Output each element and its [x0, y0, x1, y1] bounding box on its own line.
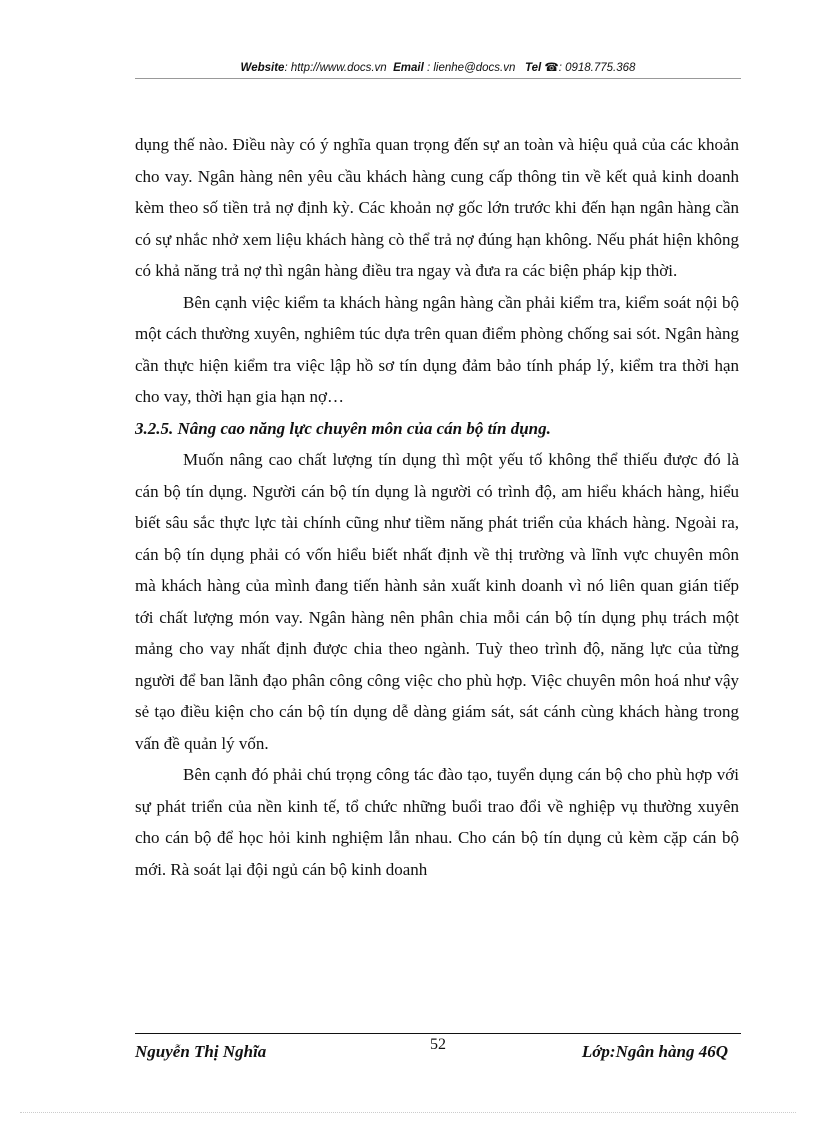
paragraph-training: Bên cạnh đó phải chú trọng công tác đào tạo, tuyển dụng cán bộ cho phù hợp với sự phát triển của nền kinh tế, tổ chức những buổi trao đổi về nghiệp vụ thường xuyên cho cán bộ để học hỏi kinh nghiệm lẫn nhau. Cho cán bộ tín dụng củ kèm cặp cán bộ mới. Rà soát lại đội ngủ cán bộ kinh doanh — [135, 765, 739, 879]
footer-author: Nguyễn Thị Nghĩa — [135, 1042, 267, 1061]
page-edge-divider — [20, 1112, 796, 1113]
email-value: : lienhe@docs.vn — [426, 62, 516, 74]
website-value: : http://www.docs.vn — [284, 62, 387, 74]
paragraph-internal-control: Bên cạnh việc kiểm ta khách hàng ngân hàng cần phải kiểm tra, kiểm soát nội bộ một cách thường xuyên, nghiêm túc dựa trên quan điểm phòng chống sai sót. Ngân hàng cần thực hiện kiểm tra việc lập hồ sơ tín dụng đảm bảo tính pháp lý, kiểm tra thời hạn cho vay, thời hạn gia hạn nợ… — [135, 292, 739, 406]
page-body — [135, 129, 739, 885]
page-number: 52 — [430, 1036, 446, 1053]
tel-value: : 0918.775.368 — [558, 62, 636, 74]
phone-icon: ☎ — [544, 62, 559, 74]
section-heading: 3.2.5. Nâng cao năng lực chuyên môn của cán bộ tín dụng. — [135, 418, 551, 438]
website-label: Website — [240, 62, 285, 74]
paragraph-credit-officers: Muốn nâng cao chất lượng tín dụng thì một yếu tố không thể thiếu được đó là cán bộ tín dụng. Người cán bộ tín dụng là người có trình độ, am hiểu khách hàng, hiểu biết sâu sắc thực lực tài chính cũng như tiềm năng phát triển của khách hàng. Ngoài ra, cán bộ tín dụng phải có vốn hiểu biết nhất định về thị trường và lĩnh vực chuyên môn mà khách hàng của mình đang tiến hành sản xuất kinh doanh vì nó liên quan gián tiếp tới chất lượng món vay. Ngân hàng nên phân chia mỗi cán bộ tín dụng phụ trách một mảng cho vay nhất định được chia theo ngành. Tuỳ theo trình độ, năng lực của từng người để ban lãnh đạo phân công công việc cho phù hợp. Việc chuyên môn hoá như vậy sẻ tạo điều kiện cho cán bộ tín dụng dễ dàng giám sát, sát cánh cùng khách hàng trong vấn đề quản lý vốn. — [135, 450, 739, 753]
paragraph-continued: dụng thế nào. Điều này có ý nghĩa quan trọng đến sự an toàn và hiệu quả của các khoản cho vay. Ngân hàng nên yêu cầu khách hàng cung cấp thông tin về kết quả kinh doanh kèm theo số tiền trả nợ định kỳ. Các khoản nợ gốc lớn trước khi đến hạn ngân hàng cần có sự nhắc nhở xem liệu khách hàng cò thể trả nợ đúng hạn không. Nếu phát hiện không có khả năng trả nợ thì ngân hàng điều tra ngay và đưa ra các biện pháp kịp thời. — [135, 135, 739, 280]
page-header — [135, 60, 741, 76]
tel-label: Tel — [524, 62, 542, 74]
footer-class: Lớp:Ngân hàng 46Q — [581, 1042, 728, 1061]
email-label: Email — [393, 62, 424, 74]
footer-divider — [135, 1033, 741, 1034]
header-divider — [135, 78, 741, 79]
